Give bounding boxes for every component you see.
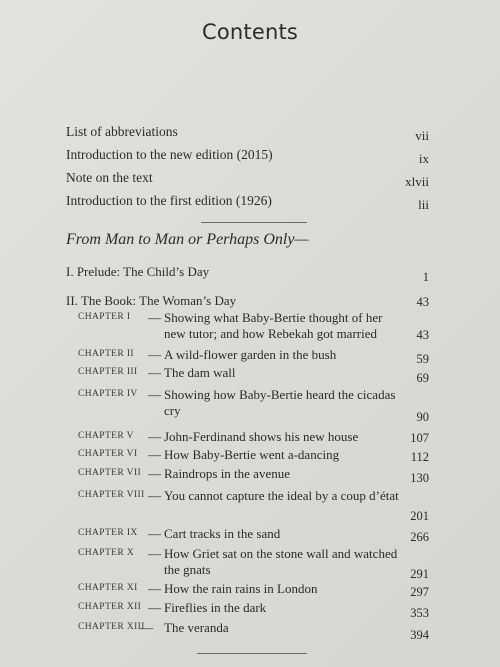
chapter-dash: —	[148, 447, 161, 462]
chapter-label: CHAPTER II	[78, 349, 134, 359]
chapter-dash: —	[148, 429, 161, 444]
chapter-page: 43	[416, 328, 429, 342]
chapter-dash: —	[140, 620, 153, 635]
toc-entry-label: II. The Book: The Woman’s Day	[66, 293, 237, 308]
chapter-dash: —	[148, 600, 161, 615]
toc-entry-page: lii	[418, 197, 429, 212]
chapter-label: CHAPTER I	[78, 312, 131, 322]
divider-rule	[197, 653, 307, 654]
toc-entry-page: 43	[416, 295, 429, 309]
chapter-title: Showing what Baby-Bertie thought of her new tutor; and how Rebekah got married	[164, 310, 383, 341]
chapter-label: CHAPTER XI	[78, 583, 138, 593]
chapter-page: 291	[410, 567, 429, 581]
toc-entry-page: xlvii	[405, 174, 429, 189]
chapter-page: 266	[410, 530, 429, 544]
chapter-dash: —	[148, 546, 161, 561]
chapter-dash: —	[148, 526, 161, 541]
divider-rule	[201, 222, 307, 223]
chapter-label: CHAPTER VIII	[78, 490, 145, 500]
chapter-dash: —	[148, 365, 161, 380]
toc-entry-label: Note on the text	[66, 170, 153, 185]
chapter-title: Showing how Baby-Bertie heard the cicadas cry	[164, 387, 396, 418]
chapter-dash: —	[148, 310, 161, 325]
toc-entry-label: Introduction to the new edition (2015)	[66, 147, 273, 162]
chapter-label: CHAPTER XIII	[78, 622, 145, 632]
chapter-page: 201	[410, 509, 429, 523]
toc-entry-page: 1	[422, 270, 429, 284]
part-title: From Man to Man or Perhaps Only—	[66, 231, 309, 248]
chapter-label: CHAPTER IX	[78, 528, 138, 538]
chapter-dash: —	[148, 581, 161, 596]
chapter-dash: —	[148, 387, 161, 402]
chapter-page: 112	[410, 450, 429, 464]
toc-entry-label: Introduction to the first edition (1926)	[66, 193, 272, 208]
chapter-page: 107	[410, 431, 429, 445]
toc-entry-label: List of abbreviations	[66, 124, 178, 139]
chapter-page: 90	[416, 410, 429, 424]
toc-entry-page: vii	[415, 128, 429, 143]
toc-entry-page: ix	[418, 151, 429, 166]
toc-entry-label: I. Prelude: The Child’s Day	[66, 264, 210, 279]
chapter-page: 69	[416, 371, 429, 385]
page-title: Contents	[201, 20, 299, 44]
chapter-title: How Griet sat on the stone wall and watched the gnats	[164, 546, 398, 577]
chapter-page: 59	[416, 352, 429, 366]
chapter-title: Cart tracks in the sand	[164, 526, 281, 541]
chapter-title: The dam wall	[164, 365, 236, 380]
chapter-page: 130	[410, 471, 429, 485]
chapter-title: The veranda	[164, 620, 229, 635]
chapter-label: CHAPTER V	[78, 431, 134, 441]
chapter-page: 353	[410, 606, 429, 620]
chapter-label: CHAPTER III	[78, 367, 138, 377]
chapter-title: A wild-flower garden in the bush	[164, 347, 337, 362]
chapter-label: CHAPTER IV	[78, 389, 138, 399]
chapter-dash: —	[148, 466, 161, 481]
chapter-dash: —	[148, 347, 161, 362]
chapter-page: 394	[410, 628, 429, 642]
chapter-dash: —	[148, 488, 161, 503]
chapter-label: CHAPTER VII	[78, 468, 142, 478]
chapter-title: How Baby-Bertie went a-dancing	[164, 447, 340, 462]
chapter-title: You cannot capture the ideal by a coup d’état	[164, 488, 399, 503]
chapter-page: 297	[410, 585, 429, 599]
chapter-title: Raindrops in the avenue	[164, 466, 290, 481]
chapter-title: How the rain rains in London	[164, 581, 318, 596]
chapter-label: CHAPTER VI	[78, 449, 138, 459]
chapter-label: CHAPTER XII	[78, 602, 142, 612]
chapter-title: John-Ferdinand shows his new house	[164, 429, 359, 444]
chapter-label: CHAPTER X	[78, 548, 135, 558]
chapter-title: Fireflies in the dark	[164, 600, 267, 615]
